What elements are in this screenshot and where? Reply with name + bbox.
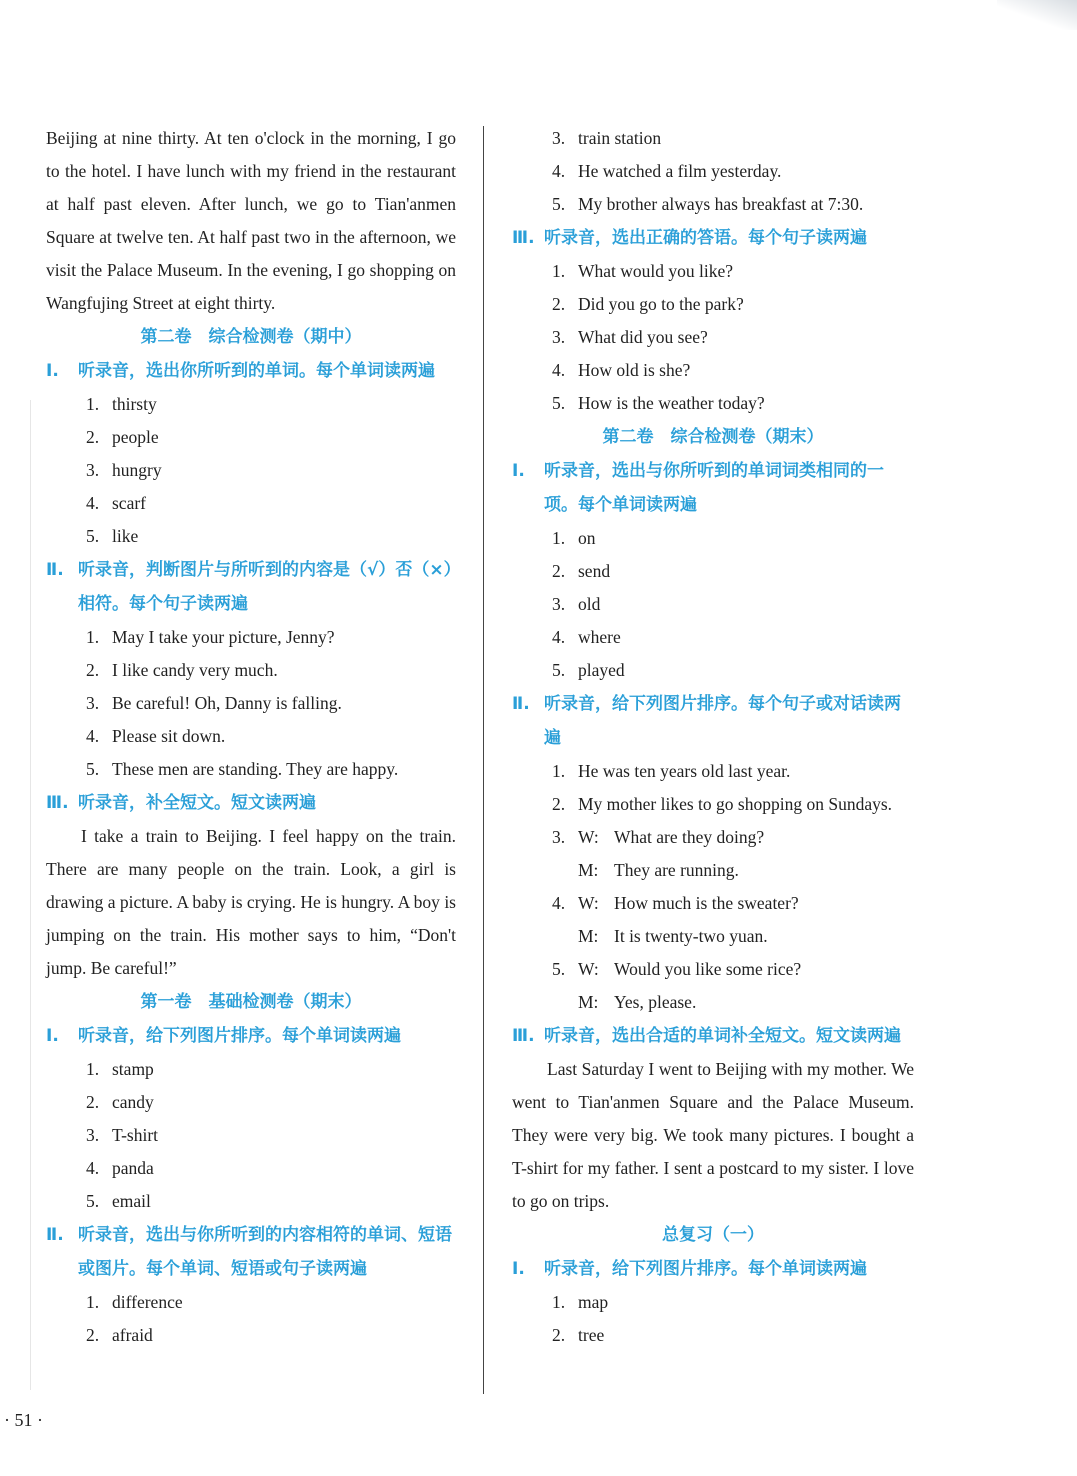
item-number: 4.	[552, 161, 566, 181]
item-text: He watched a film yesterday.	[578, 161, 782, 181]
item-text: panda	[112, 1158, 154, 1178]
list-item	[512, 354, 914, 387]
item-text: candy	[112, 1092, 154, 1112]
question-number: Ⅲ.	[512, 1026, 535, 1046]
item-number: 2.	[86, 1092, 100, 1112]
list-item	[512, 522, 914, 555]
item-text: What did you see?	[578, 327, 708, 347]
item-text: where	[578, 627, 621, 647]
item-text: email	[112, 1191, 151, 1211]
question-number: Ⅰ.	[46, 361, 59, 381]
item-text: They are running.	[614, 860, 739, 880]
item-number: 2.	[552, 794, 566, 814]
item-text: thirsty	[112, 394, 157, 414]
item-text: like	[112, 526, 139, 546]
list-item	[46, 1053, 456, 1086]
list-item	[512, 155, 914, 188]
list-item	[512, 953, 914, 986]
item-number: 2.	[86, 427, 100, 447]
list-item	[46, 388, 456, 421]
item-number: 3.	[552, 327, 566, 347]
list-item	[512, 1286, 914, 1319]
question-number: Ⅲ.	[46, 793, 69, 813]
item-text: T-shirt	[112, 1125, 159, 1145]
question-number: Ⅱ.	[46, 1225, 64, 1245]
list-item	[512, 555, 914, 588]
list-item	[512, 288, 914, 321]
item-number: 3.	[86, 460, 100, 480]
item-text: What are they doing?	[614, 827, 765, 847]
item-text: difference	[112, 1292, 183, 1312]
question-heading	[512, 687, 914, 755]
item-text: old	[578, 594, 601, 614]
item-text: Be careful! Oh, Danny is falling.	[112, 693, 342, 713]
question-heading	[46, 354, 456, 388]
section-title: 总复习（一）	[662, 1225, 764, 1245]
item-number: 4.	[86, 493, 100, 513]
question-number: Ⅲ.	[512, 228, 535, 248]
item-text: What would you like?	[578, 261, 734, 281]
section-title: 第二卷 综合检测卷（期末）	[602, 427, 824, 447]
item-text: map	[578, 1292, 609, 1312]
item-text: scarf	[112, 493, 147, 513]
item-text: played	[578, 660, 625, 680]
dialog-line	[512, 986, 914, 1019]
item-text: hungry	[112, 460, 162, 480]
question-heading	[46, 553, 456, 621]
speaker-label: W:	[578, 959, 599, 979]
paragraph: Last Saturday I went to Beijing with my mother. We went to Tian'anmen Square and the Palace Museum. They were very big. We took many pictures. I bought a T-shirt for my father. I sent a postcard to my sister. I love to go on trips.	[512, 1059, 914, 1211]
list-item	[46, 1086, 456, 1119]
item-text: My mother likes to go shopping on Sundays.	[578, 794, 893, 814]
item-number: 5.	[552, 959, 566, 979]
list-item	[512, 255, 914, 288]
list-item	[46, 454, 456, 487]
page-corner-shadow	[997, 0, 1077, 30]
item-number: 1.	[552, 261, 566, 281]
question-instruction: 听录音，选出与你所听到的单词词类相同的一项。每个单词读两遍	[544, 461, 884, 515]
list-item	[512, 755, 914, 788]
item-number: 5.	[86, 526, 100, 546]
question-instruction: 听录音，补全短文。短文读两遍	[78, 793, 316, 813]
item-text: Please sit down.	[112, 726, 226, 746]
item-number: 5.	[86, 1191, 100, 1211]
list-item	[512, 887, 914, 920]
question-instruction: 听录音，判断图片与所听到的内容是（√）否（×）相符。每个句子读两遍	[78, 560, 453, 614]
margin-line	[30, 400, 31, 1390]
item-number: 4.	[552, 627, 566, 647]
item-number: 1.	[86, 1059, 100, 1079]
left-column	[46, 122, 456, 1352]
list-item	[46, 520, 456, 553]
list-item	[512, 788, 914, 821]
question-instruction: 听录音，给下列图片排序。每个句子或对话读两遍	[544, 694, 901, 748]
list-item	[512, 321, 914, 354]
item-text: He was ten years old last year.	[578, 761, 791, 781]
question-number: Ⅰ.	[46, 1026, 59, 1046]
item-text: on	[578, 528, 596, 548]
list-item	[46, 1119, 456, 1152]
list-item	[46, 621, 456, 654]
item-number: 1.	[552, 761, 566, 781]
list-item	[512, 654, 914, 687]
item-number: 3.	[86, 693, 100, 713]
list-item	[46, 1286, 456, 1319]
question-number: Ⅱ.	[46, 560, 64, 580]
paragraph: I take a train to Beijing. I feel happy on the train. There are many people on the train. Look, a girl is drawing a picture. A baby is crying. He is hungry. A boy is jumping on the train. His mother says to him, “Don't jump. Be careful!”	[46, 826, 456, 978]
item-number: 1.	[86, 627, 100, 647]
item-number: 2.	[552, 561, 566, 581]
question-instruction: 听录音，选出与你所听到的内容相符的单词、短语或图片。每个单词、短语或句子读两遍	[78, 1225, 452, 1279]
item-number: 2.	[86, 1325, 100, 1345]
item-text: I like candy very much.	[112, 660, 278, 680]
item-number: 2.	[552, 294, 566, 314]
item-text: How much is the sweater?	[614, 893, 799, 913]
item-text: How old is she?	[578, 360, 691, 380]
item-text: How is the weather today?	[578, 393, 765, 413]
item-text: send	[578, 561, 611, 581]
list-item	[46, 487, 456, 520]
item-number: 5.	[552, 194, 566, 214]
question-number: Ⅱ.	[512, 694, 530, 714]
list-item	[512, 387, 914, 420]
question-heading	[512, 221, 914, 255]
question-instruction: 听录音，选出你所听到的单词。每个单词读两遍	[78, 361, 435, 381]
item-text: train station	[578, 128, 662, 148]
item-number: 1.	[552, 528, 566, 548]
speaker-label: M:	[578, 992, 599, 1012]
item-number: 5.	[552, 660, 566, 680]
item-text: Would you like some rice?	[614, 959, 802, 979]
item-number: 1.	[86, 1292, 100, 1312]
page-number: · 51 ·	[4, 1410, 43, 1430]
item-number: 1.	[552, 1292, 566, 1312]
item-number: 3.	[86, 1125, 100, 1145]
item-text: It is twenty-two yuan.	[614, 926, 768, 946]
question-heading	[46, 1218, 456, 1286]
item-number: 4.	[86, 1158, 100, 1178]
question-instruction: 听录音，选出正确的答语。每个句子读两遍	[544, 228, 867, 248]
item-number: 5.	[552, 393, 566, 413]
question-instruction: 听录音，选出合适的单词补全短文。短文读两遍	[544, 1026, 901, 1046]
item-text: tree	[578, 1325, 605, 1345]
list-item	[512, 821, 914, 854]
item-text: These men are standing. They are happy.	[112, 759, 399, 779]
list-item	[46, 1319, 456, 1352]
list-item	[46, 421, 456, 454]
question-heading	[512, 454, 914, 522]
right-column	[512, 122, 914, 1352]
question-heading	[46, 1019, 456, 1053]
question-heading	[512, 1252, 914, 1286]
item-number: 4.	[552, 360, 566, 380]
list-item	[512, 621, 914, 654]
question-instruction: 听录音，给下列图片排序。每个单词读两遍	[78, 1026, 401, 1046]
speaker-label: M:	[578, 926, 599, 946]
question-heading	[46, 786, 456, 820]
item-number: 1.	[86, 394, 100, 414]
item-number: 4.	[552, 893, 566, 913]
question-instruction: 听录音，给下列图片排序。每个单词读两遍	[544, 1259, 867, 1279]
section-title: 第一卷 基础检测卷（期末）	[140, 992, 362, 1012]
question-number: Ⅰ.	[512, 461, 525, 481]
item-text: Yes, please.	[614, 992, 697, 1012]
item-text: Did you go to the park?	[578, 294, 744, 314]
list-item	[46, 687, 456, 720]
list-item	[512, 588, 914, 621]
item-text: people	[112, 427, 159, 447]
dialog-line	[512, 920, 914, 953]
list-item	[46, 753, 456, 786]
speaker-label: W:	[578, 827, 599, 847]
speaker-label: M:	[578, 860, 599, 880]
question-heading	[512, 1019, 914, 1053]
item-number: 5.	[86, 759, 100, 779]
item-number: 3.	[552, 594, 566, 614]
list-item	[46, 1185, 456, 1218]
item-number: 3.	[552, 827, 566, 847]
list-item	[512, 188, 914, 221]
item-text: afraid	[112, 1325, 153, 1345]
paragraph: Beijing at nine thirty. At ten o'clock in the morning, I go to the hotel. I have lunch with my friend in the restaurant at half past eleven. After lunch, we go to Tian'anmen Square at twelve ten. At half past two in the afternoon, we visit the Palace Museum. In the evening, I go shopping on Wangfujing Street at eight thirty.	[46, 128, 456, 313]
list-item	[512, 122, 914, 155]
item-number: 4.	[86, 726, 100, 746]
item-number: 2.	[552, 1325, 566, 1345]
item-text: May I take your picture, Jenny?	[112, 627, 335, 647]
item-text: stamp	[112, 1059, 154, 1079]
item-text: My brother always has breakfast at 7:30.	[578, 194, 864, 214]
list-item	[46, 720, 456, 753]
dialog-line	[512, 854, 914, 887]
item-number: 2.	[86, 660, 100, 680]
list-item	[46, 1152, 456, 1185]
question-number: Ⅰ.	[512, 1259, 525, 1279]
list-item	[512, 1319, 914, 1352]
column-divider	[483, 126, 484, 1394]
section-title: 第二卷 综合检测卷（期中）	[140, 327, 362, 347]
item-number: 3.	[552, 128, 566, 148]
list-item	[46, 654, 456, 687]
speaker-label: W:	[578, 893, 599, 913]
